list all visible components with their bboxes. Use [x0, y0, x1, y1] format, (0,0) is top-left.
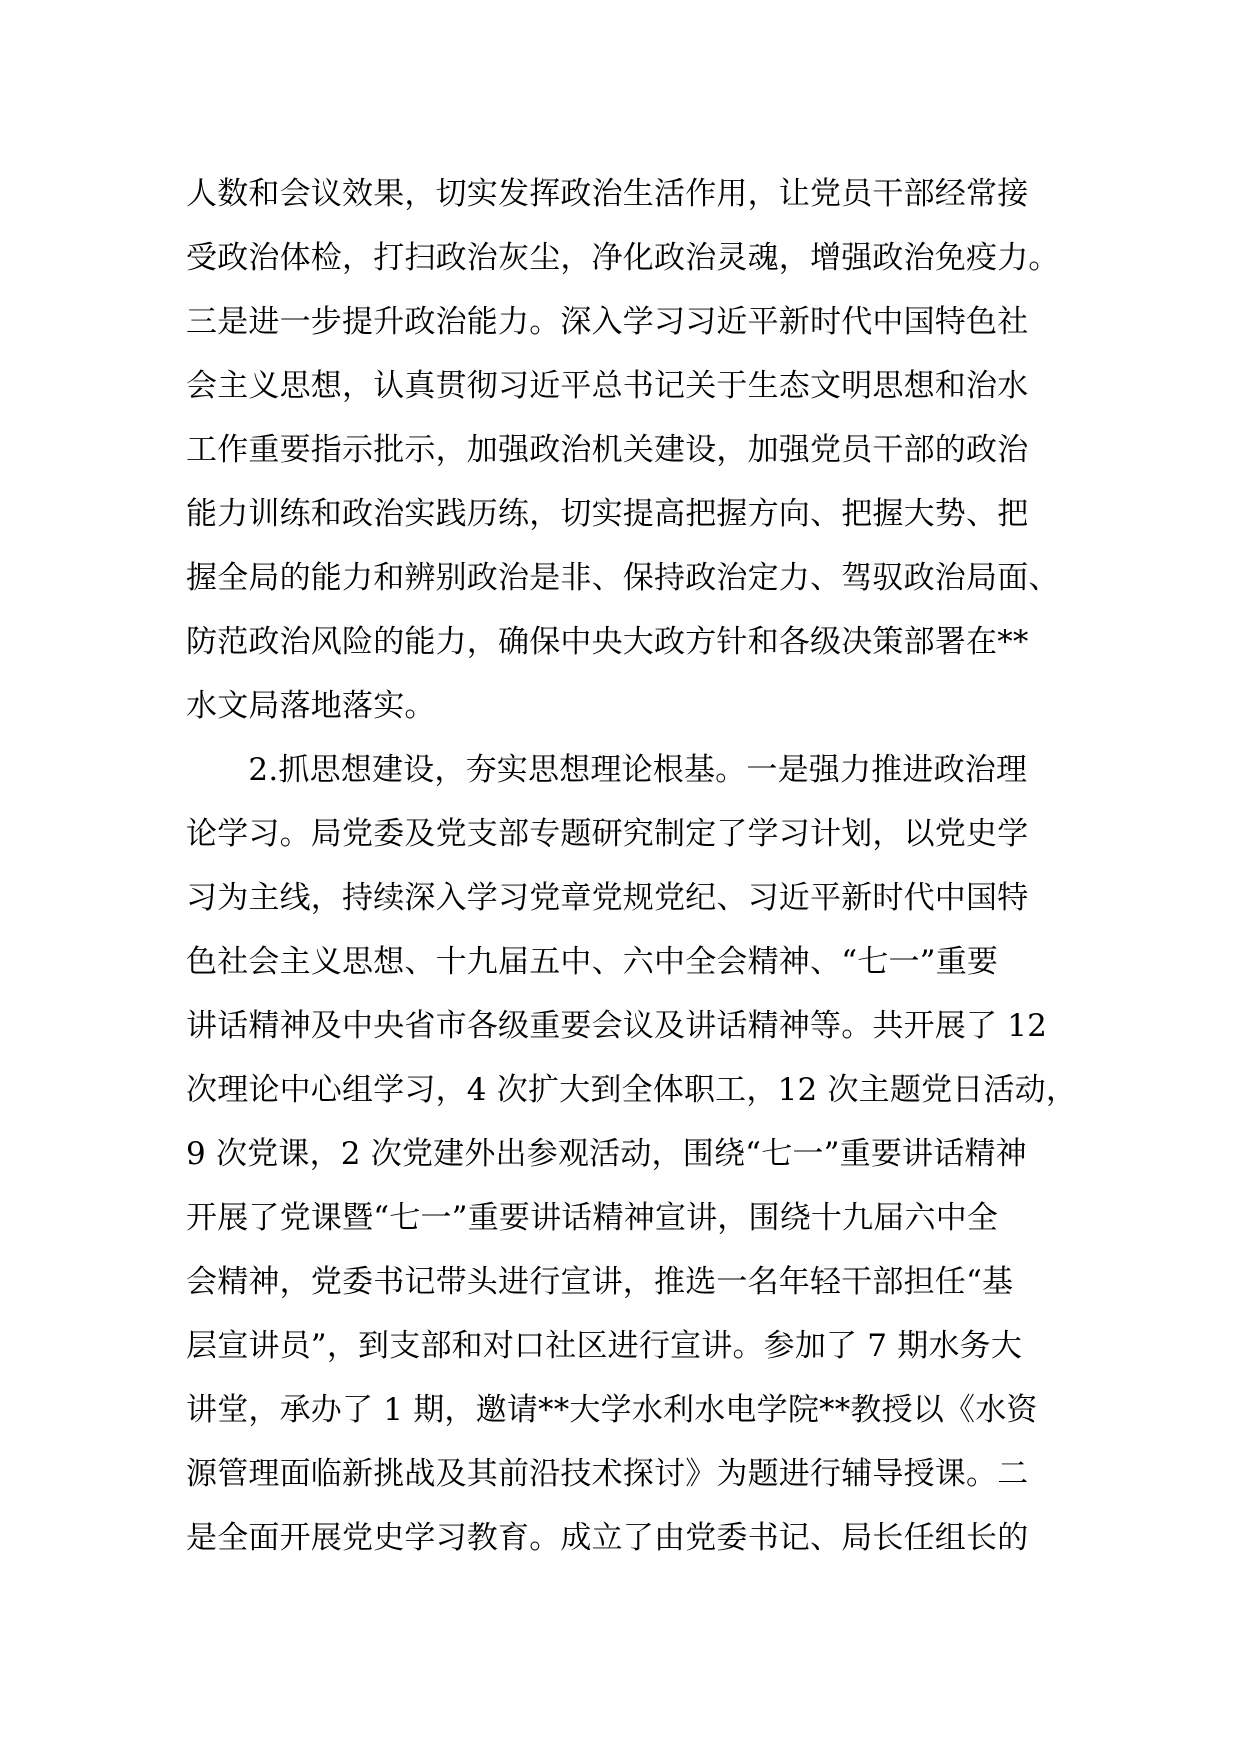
text-line-15: 次理论中心组学习，4 次扩大到全体职工，12 次主题党日活动，	[186, 1072, 1078, 1108]
text-line-13: 色社会主义思想、十九届五中、六中全会精神、“七一”重要	[186, 944, 999, 980]
text-line-3: 三是进一步提升政治能力。深入学习习近平新时代中国特色社	[186, 304, 1029, 340]
text-line-21: 源管理面临新挑战及其前沿技术探讨》为题进行辅导授课。二	[186, 1456, 1029, 1492]
text-line-19: 层宣讲员”，到支部和对口社区进行宣讲。参加了 7 期水务大	[186, 1328, 1023, 1364]
text-line-16: 9 次党课，2 次党建外出参观活动，围绕“七一”重要讲话精神	[186, 1136, 1027, 1172]
text-line-17: 开展了党课暨“七一”重要讲话精神宣讲，围绕十九届六中全	[186, 1200, 999, 1236]
text-line-1: 人数和会议效果，切实发挥政治生活作用，让党员干部经常接	[186, 176, 1029, 212]
text-line-22: 是全面开展党史学习教育。成立了由党委书记、局长任组长的	[186, 1520, 1029, 1556]
text-line-7: 握全局的能力和辨别政治是非、保持政治定力、驾驭政治局面、	[186, 560, 1060, 596]
text-line-8: 防范政治风险的能力，确保中央大政方针和各级决策部署在**	[186, 624, 1029, 660]
text-line-20: 讲堂，承办了 1 期，邀请**大学水利水电学院**教授以《水资	[186, 1392, 1038, 1428]
text-line-2: 受政治体检，打扫政治灰尘，净化政治灵魂，增强政治免疫力。	[186, 240, 1060, 276]
text-line-14: 讲话精神及中央省市各级重要会议及讲话精神等。共开展了 12	[186, 1008, 1048, 1044]
body-text	[186, 162, 1086, 1570]
text-line-18: 会精神，党委书记带头进行宣讲，推选一名年轻干部担任“基	[186, 1264, 1014, 1300]
text-line-6: 能力训练和政治实践历练，切实提高把握方向、把握大势、把	[186, 496, 1029, 532]
text-line-11: 论学习。局党委及党支部专题研究制定了学习计划，以党史学	[186, 816, 1029, 852]
text-line-5: 工作重要指示批示，加强政治机关建设，加强党员干部的政治	[186, 432, 1029, 468]
text-line-12: 习为主线，持续深入学习党章党规党纪、习近平新时代中国特	[186, 880, 1029, 916]
text-line-4: 会主义思想，认真贯彻习近平总书记关于生态文明思想和治水	[186, 368, 1029, 404]
text-line-9: 水文局落地落实。	[186, 688, 436, 724]
text-line-10: 2.抓思想建设，夯实思想理论根基。一是强力推进政治理	[186, 752, 1028, 788]
